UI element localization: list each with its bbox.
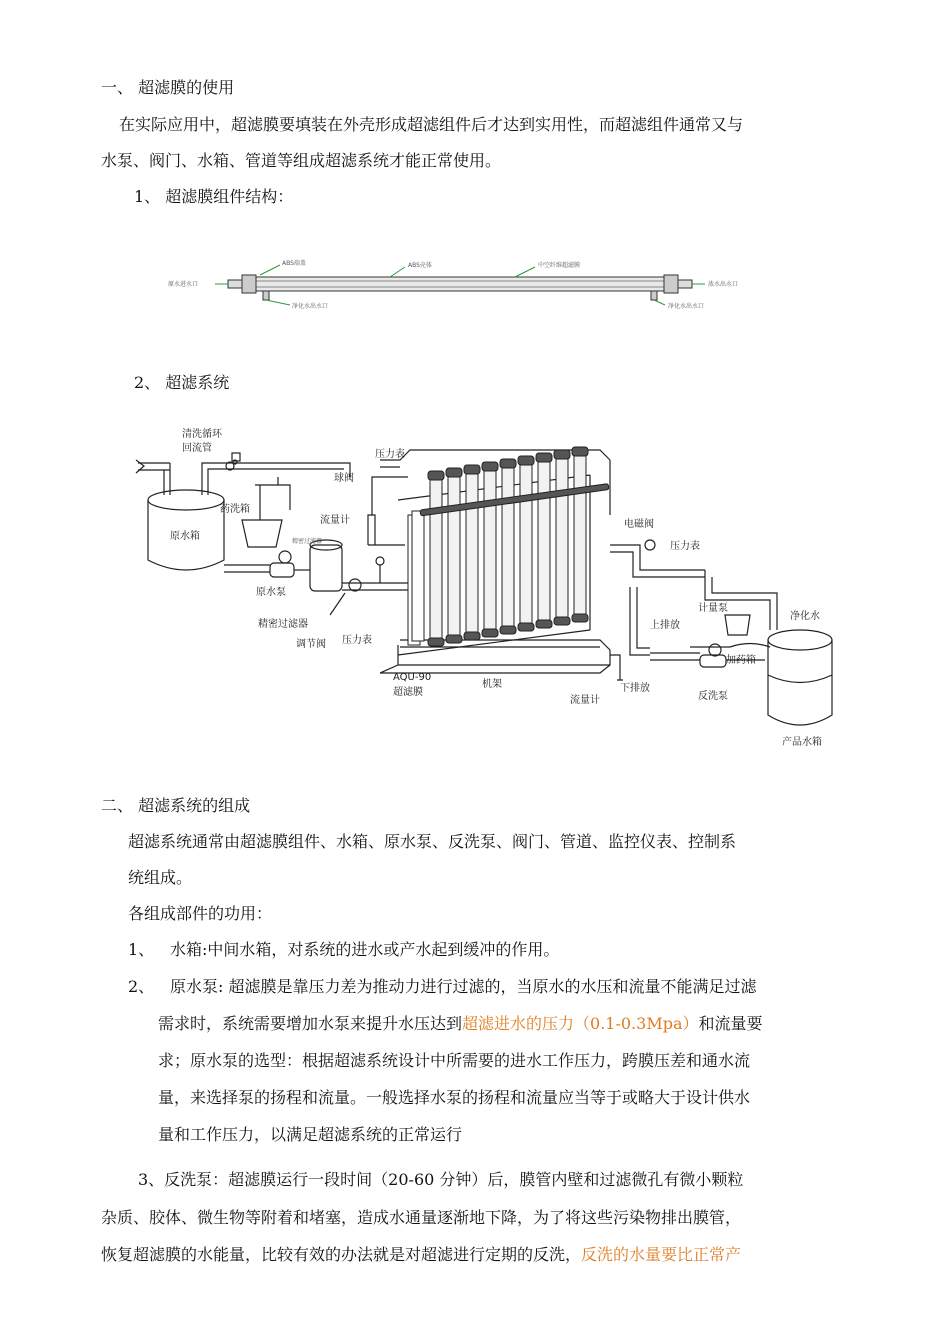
label-dosing-box: 加药箱 xyxy=(726,655,756,666)
item3-line3-a: 恢复超滤膜的水能量，比较有效的办法就是对超滤进行定期的反洗， xyxy=(101,1245,582,1264)
module-label-top2: ABS壳体 xyxy=(408,262,432,269)
label-frame: 机架 xyxy=(482,679,502,690)
module-label-bottom-left: 净化水出水口 xyxy=(292,303,329,310)
item3-line3 xyxy=(101,1244,741,1266)
label-clean-return-1: 清洗循环 xyxy=(182,429,222,440)
label-raw-pump: 原水泵 xyxy=(256,587,286,598)
section1-heading: 一、 超滤膜的使用 xyxy=(101,78,235,97)
label-pressure-gauge-1: 压力表 xyxy=(342,635,372,646)
label-pressure-gauge-2: 压力表 xyxy=(375,449,405,460)
section2-intro-line2: 统组成。 xyxy=(128,868,193,887)
module-label-top3: 中空纤维超滤膜 xyxy=(538,262,581,269)
label-pressure-gauge-3: 压力表 xyxy=(670,541,700,552)
item2-line2-highlight: 超滤进水的压力（0.1-0.3Mpa） xyxy=(462,1014,699,1033)
module-label-right-outlet: 浓水出水口 xyxy=(708,281,739,288)
label-dosing-tank: 药洗箱 xyxy=(220,504,250,515)
item3-line2: 杂质、胶体、微生物等附着和堵塞，造成水通量逐渐地下降，为了将这些污染物排出膜管， xyxy=(101,1208,742,1227)
label-ball-valve: 球阀 xyxy=(334,473,354,484)
item2-line2-a: 需求时，系统需要增加水泵来提升水压达到 xyxy=(158,1014,463,1033)
item2-line3: 求；原水泵的选型：根据超滤系统设计中所需要的进水工作压力，跨膜压差和通水流 xyxy=(158,1051,751,1070)
label-solenoid-valve: 电磁阀 xyxy=(624,519,654,530)
uf-system-diagram xyxy=(130,415,850,760)
label-clean-return-2: 回流管 xyxy=(182,443,212,454)
item2-line5: 量和工作压力，以满足超滤系统的正常运行 xyxy=(158,1125,463,1144)
module-label-left-inlet: 原水进水口 xyxy=(168,281,199,288)
subheading-module-structure: 1、 超滤膜组件结构： xyxy=(134,187,294,206)
label-clean-water: 净化水 xyxy=(790,611,820,622)
item2-number: 2、 xyxy=(128,977,155,996)
item2-line2-b: 和流量要 xyxy=(698,1014,763,1033)
label-fine-filter: 精密过滤器 xyxy=(258,619,308,630)
item1-number: 1、 xyxy=(128,940,155,959)
label-adjust-valve: 调节阀 xyxy=(296,639,326,650)
section1-para-line2: 水泵、阀门、水箱、管道等组成超滤系统才能正常使用。 xyxy=(101,151,502,170)
label-product-tank: 产品水箱 xyxy=(782,737,822,748)
label-lower-drain: 下排放 xyxy=(620,683,650,694)
uf-module-diagram xyxy=(160,255,760,315)
label-upper-drain: 上排放 xyxy=(650,620,680,631)
functions-title: 各组成部件的功用： xyxy=(128,904,273,923)
subheading-uf-system: 2、 超滤系统 xyxy=(134,373,230,392)
label-fine-filter-small: 精密过滤器 xyxy=(292,538,323,545)
section2-intro-line1: 超滤系统通常由超滤膜组件、水箱、原水泵、反洗泵、阀门、管道、监控仪表、控制系 xyxy=(128,832,737,851)
label-backwash-pump: 反洗泵 xyxy=(698,691,728,702)
label-metering-pump: 计量泵 xyxy=(698,603,728,614)
item2-line2 xyxy=(158,1013,763,1035)
item2-line4: 量，来选择泵的扬程和流量。一般选择水泵的扬程和流量应当等于或略大于设计供水 xyxy=(158,1088,751,1107)
item2-line1: 原水泵: 超滤膜是靠压力差为推动力进行过滤的，当原水的水压和流量不能满足过滤 xyxy=(170,977,757,996)
label-flow-meter-2: 流量计 xyxy=(570,695,600,706)
item1-text: 水箱:中间水箱，对系统的进水或产水起到缓冲的作用。 xyxy=(170,940,560,959)
membrane-modules xyxy=(408,447,609,646)
module-label-bottom-right: 净化水出水口 xyxy=(668,303,705,310)
label-model: AQU-90 xyxy=(393,672,432,683)
module-label-top1: ABS端盖 xyxy=(282,260,306,267)
label-uf-membrane: 超滤膜 xyxy=(393,687,423,698)
label-raw-tank: 原水箱 xyxy=(170,531,200,542)
section2-heading: 二、 超滤系统的组成 xyxy=(101,796,251,815)
item3-line3-highlight: 反洗的水量要比正常产 xyxy=(581,1245,742,1264)
label-flow-meter-1: 流量计 xyxy=(320,515,350,526)
item3-line1: 3、反洗泵：超滤膜运行一段时间（20-60 分钟）后，膜管内壁和过滤微孔有微小颗粒 xyxy=(138,1170,744,1189)
section1-para-line1: 在实际应用中，超滤膜要填装在外壳形成超滤组件后才达到实用性，而超滤组件通常又与 xyxy=(119,115,744,134)
